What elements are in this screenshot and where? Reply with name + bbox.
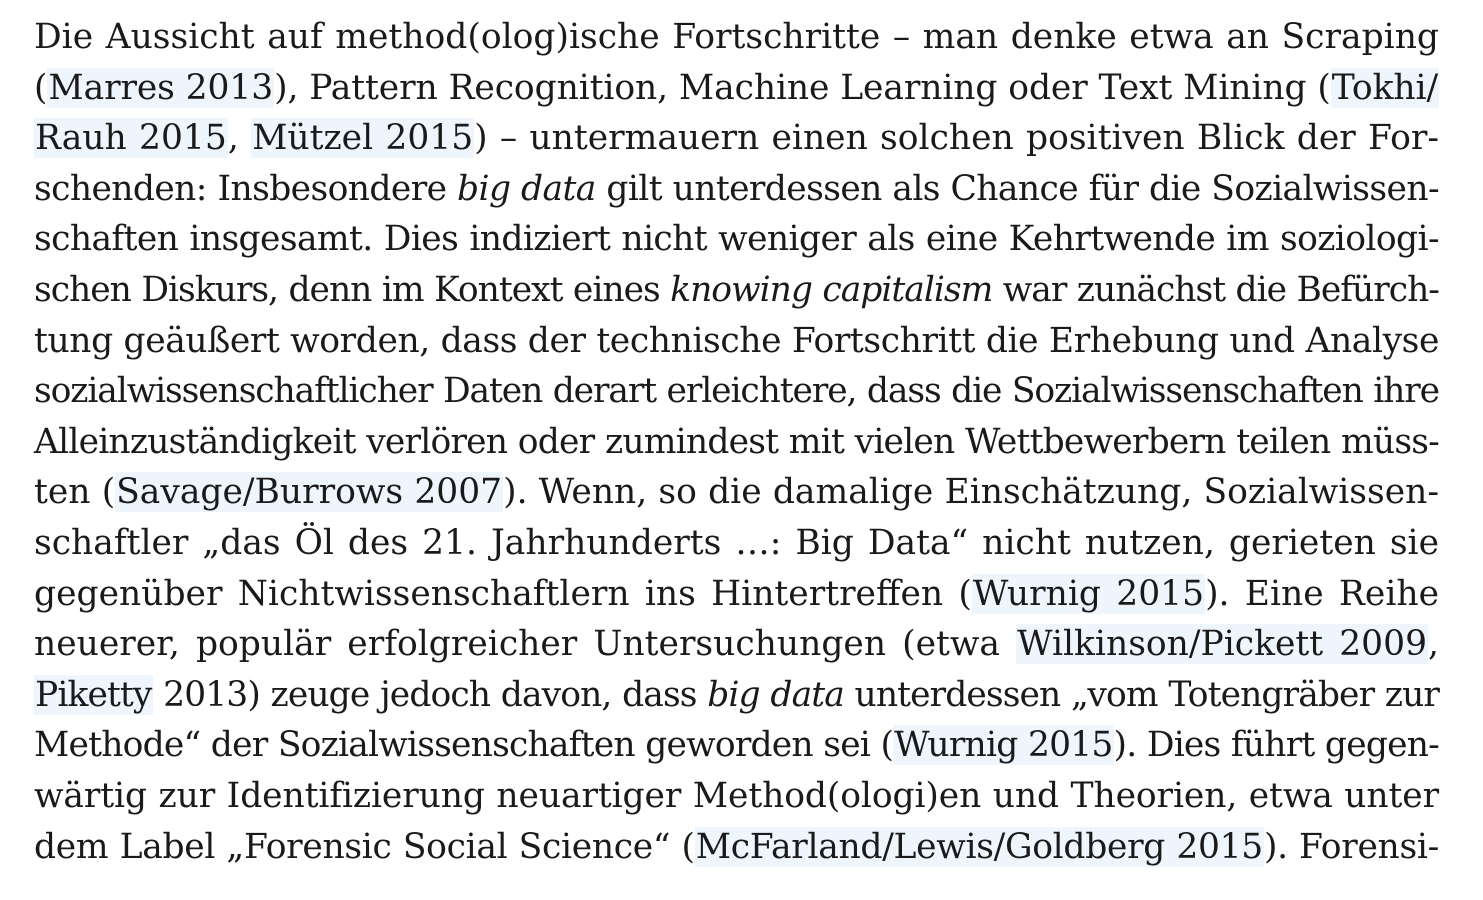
citation-link[interactable]: Wurnig 2015 xyxy=(972,573,1205,614)
text-line xyxy=(34,670,1439,721)
text-segment: , xyxy=(1428,624,1439,665)
text-segment: ). Wenn, so die damalige Einschätzung, Sozialwissen- xyxy=(503,472,1440,513)
text-line xyxy=(34,518,1439,569)
text-segment: war zunächst die Befürch- xyxy=(992,269,1439,310)
text-segment: gegenüber Nichtwissenschaftlern ins Hintertreffen ( xyxy=(34,573,972,614)
text-line xyxy=(34,822,1439,873)
text-line xyxy=(34,417,1439,468)
text-segment: ten ( xyxy=(34,472,116,513)
italic-term: knowing capitalism xyxy=(670,269,993,310)
citation-link[interactable]: Savage/Burrows 2007 xyxy=(116,472,503,513)
citation-link[interactable]: McFarland/Lewis/Goldberg 2015 xyxy=(695,826,1263,867)
text-segment: ). Dies führt gegen- xyxy=(1113,725,1440,766)
text-line xyxy=(34,214,1439,265)
citation-link[interactable]: Tokhi/ xyxy=(1331,67,1438,108)
text-segment: schaftler „das Öl des 21. Jahrhunderts …: Big Data“ nicht nutzen, gerieten sie xyxy=(34,522,1439,563)
text-line xyxy=(34,720,1439,771)
text-segment: schenden: Insbesondere xyxy=(34,168,458,209)
text-line xyxy=(34,467,1439,518)
text-line xyxy=(34,265,1439,316)
text-segment: Alleinzuständigkeit verlören oder zumindest mit vielen Wettbewerbern teilen müss- xyxy=(34,421,1439,462)
text-segment: unterdessen „vom Totengräber zur xyxy=(843,674,1439,715)
text-line xyxy=(34,366,1439,417)
text-segment: ). Eine Reihe xyxy=(1205,573,1439,614)
italic-term: big data xyxy=(707,674,844,715)
citation-link[interactable]: Wurnig 2015 xyxy=(894,725,1113,766)
citation-link[interactable]: Marres 2013 xyxy=(48,67,274,108)
text-line xyxy=(34,316,1439,367)
text-line xyxy=(34,569,1439,620)
text-segment: gilt unterdessen als Chance für die Sozialwissen- xyxy=(595,168,1439,209)
text-segment: neuerer, populär erfolgreicher Untersuchungen (etwa xyxy=(34,624,1017,665)
text-segment: schaften insgesamt. Dies indiziert nicht weniger als eine Kehrtwende im soziologi- xyxy=(34,219,1439,260)
text-segment: , xyxy=(227,118,252,159)
text-segment: Die Aussicht auf method(olog)ische Fortschritte – man denke etwa an Scraping xyxy=(34,17,1439,57)
text-segment: ( xyxy=(34,67,48,108)
text-segment: tung geäußert worden, dass der technische Fortschritt die Erhebung und Analyse xyxy=(34,320,1439,361)
citation-link[interactable]: Wilkinson/Pickett 2009 xyxy=(1017,624,1428,665)
italic-term: big data xyxy=(457,168,596,209)
text-segment: 2013) zeuge jedoch davon, dass xyxy=(152,674,708,715)
text-segment: wärtig zur Identifizierung neuartiger Method(ologi)en und Theorien, etwa unter xyxy=(34,775,1439,816)
text-line xyxy=(34,619,1439,670)
document-body xyxy=(34,12,1439,872)
text-line xyxy=(34,771,1439,822)
text-segment: ), Pattern Recognition, Machine Learning oder Text Mining ( xyxy=(274,67,1331,108)
text-segment: dem Label „Forensic Social Science“ ( xyxy=(34,826,695,867)
text-segment: schen Diskurs, denn im Kontext eines xyxy=(34,269,671,310)
text-segment: ). Forensi- xyxy=(1263,826,1439,867)
text-segment: ) – untermauern einen solchen positiven Blick der For- xyxy=(474,118,1440,159)
text-line xyxy=(34,164,1439,215)
citation-link[interactable]: Piketty xyxy=(35,674,152,715)
text-segment: sozialwissenschaftlicher Daten derart erleichtere, dass die Sozialwissenschaften ihre xyxy=(34,371,1439,412)
citation-link[interactable]: Rauh 2015 xyxy=(35,118,227,159)
text-line xyxy=(34,113,1439,164)
text-line xyxy=(34,12,1439,63)
text-line xyxy=(34,63,1439,114)
text-segment: Methode“ der Sozialwissenschaften geworden sei ( xyxy=(34,725,894,766)
citation-link[interactable]: Mützel 2015 xyxy=(252,118,474,159)
